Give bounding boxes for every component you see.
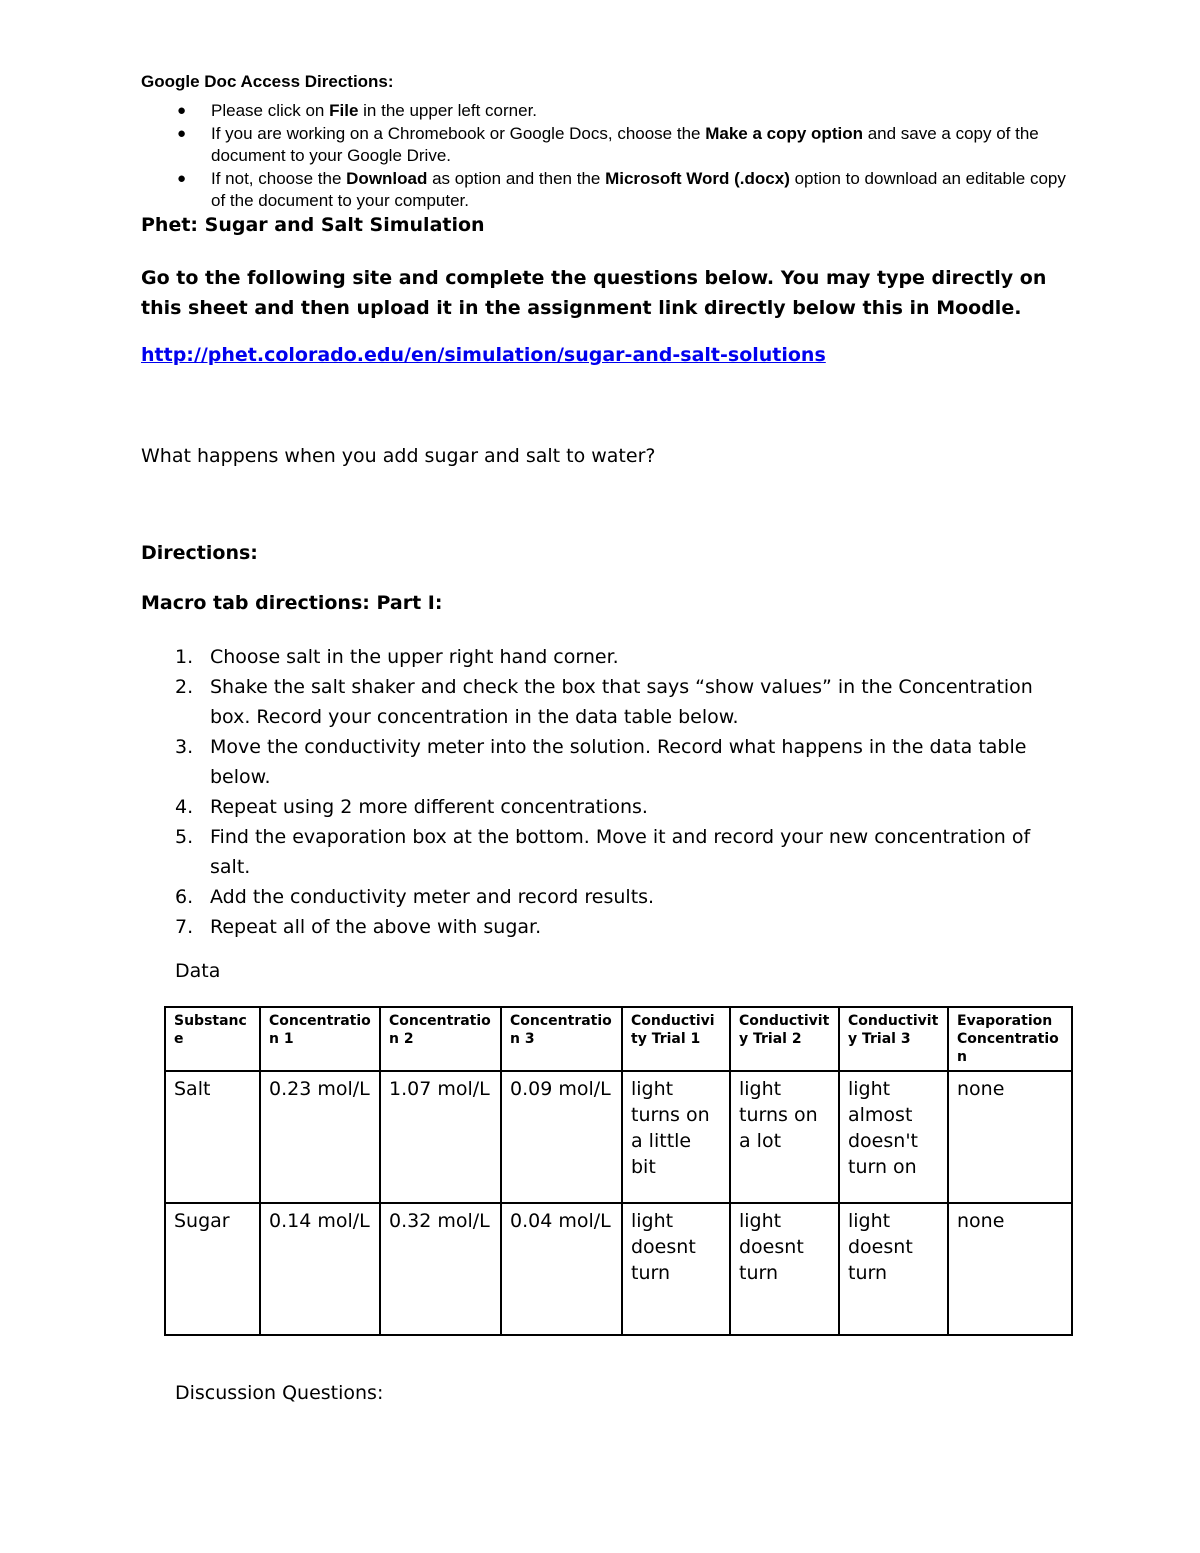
bold-text: File [329,101,359,120]
table-row [165,1071,1072,1203]
access-directions-title: Google Doc Access Directions: [141,72,394,91]
access-directions-list [141,100,1071,213]
table-header-cell: Conductivity Trial 2 [730,1007,839,1071]
table-cell: Salt [165,1071,260,1203]
table-header-cell: Conductivity Trial 1 [622,1007,730,1071]
step-number: 2. [175,676,194,698]
table-header-cell: Conductivity Trial 3 [839,1007,948,1071]
data-label: Data [175,960,221,982]
step-number: 3. [175,736,194,758]
bold-text: Download [346,168,428,188]
table-header-cell: Substance [165,1007,260,1071]
step-item [141,642,1051,672]
table-cell: 0.23 mol/L [260,1071,380,1203]
step-number: 5. [175,826,194,848]
table-cell: light doesnt turn [622,1203,730,1335]
table-body [165,1071,1072,1335]
simulation-link[interactable]: http://phet.colorado.edu/en/simulation/sugar-and-salt-solutions [141,344,826,366]
step-item [141,792,1051,822]
step-text: Shake the salt shaker and check the box that says “show values” in the Concentration box. Record your concentration in the data table below. [210,676,1033,728]
step-item [141,912,1051,942]
step-item [141,822,1051,882]
bullet-icon: ● [177,102,187,119]
text-run: option to download an editable copy of the document to your computer. [211,168,1066,210]
step-number: 6. [175,886,194,908]
table-header-cell: Concentration 3 [501,1007,622,1071]
data-table [164,1006,1073,1336]
discussion-heading: Discussion Questions: [175,1382,384,1404]
text-run: in the upper left corner. [358,101,538,120]
table-cell: 0.09 mol/L [501,1071,622,1203]
text-run: Please click on [211,101,330,120]
table-cell: light almost doesn't turn on [839,1071,948,1203]
access-directions-item [141,168,1071,213]
table-cell: 1.07 mol/L [380,1071,501,1203]
table-cell: light turns on a little bit [622,1071,730,1203]
bullet-icon: ● [177,124,187,142]
table-header-cell: Concentration 2 [380,1007,501,1071]
table-cell: none [948,1203,1072,1335]
table-cell: 0.04 mol/L [501,1203,622,1335]
directions-heading: Directions: [141,542,258,564]
step-number: 1. [175,646,194,668]
access-directions-item [141,123,1071,168]
table-header-row [165,1007,1072,1071]
step-text: Add the conductivity meter and record results. [210,886,655,908]
step-text: Find the evaporation box at the bottom. Move it and record your new concentration of salt. [210,826,1031,878]
step-item [141,732,1051,792]
table-cell: light turns on a lot [730,1071,839,1203]
table-row [165,1203,1072,1335]
macro-tab-heading: Macro tab directions: Part I: [141,592,443,614]
step-text: Repeat all of the above with sugar. [210,916,542,938]
text-run: as option and then the [427,168,606,188]
bold-text: Make a copy option [705,123,863,143]
step-text: Choose salt in the upper right hand corner. [210,646,619,668]
access-directions-item [141,100,1071,123]
step-item [141,672,1051,732]
question-text: What happens when you add sugar and salt to water? [141,445,656,467]
text-run: If not, choose the [211,168,347,188]
table-cell: none [948,1071,1072,1203]
table-cell: Sugar [165,1203,260,1335]
phet-title: Phet: Sugar and Salt Simulation [141,214,485,236]
table-cell: light doesnt turn [730,1203,839,1335]
step-text: Repeat using 2 more different concentrations. [210,796,648,818]
bold-text: Microsoft Word (.docx) [605,168,790,188]
text-run: and save a copy of the document to your Google Drive. [211,123,1039,165]
step-text: Move the conductivity meter into the solution. Record what happens in the data table below. [210,736,1027,788]
bullet-icon: ● [177,169,187,187]
table-cell: 0.32 mol/L [380,1203,501,1335]
instructions-paragraph: Go to the following site and complete the questions below. You may type directly on this sheet and then upload it in the assignment link directly below this in Moodle. [141,267,1047,319]
step-number: 4. [175,796,194,818]
steps-list [141,642,1051,942]
table-header-cell: Concentration 1 [260,1007,380,1071]
table-header-cell: Evaporation Concentration [948,1007,1072,1071]
step-item [141,882,1051,912]
table-cell: light doesnt turn [839,1203,948,1335]
text-run: If you are working on a Chromebook or Google Docs, choose the [211,123,706,143]
step-number: 7. [175,916,194,938]
table-cell: 0.14 mol/L [260,1203,380,1335]
